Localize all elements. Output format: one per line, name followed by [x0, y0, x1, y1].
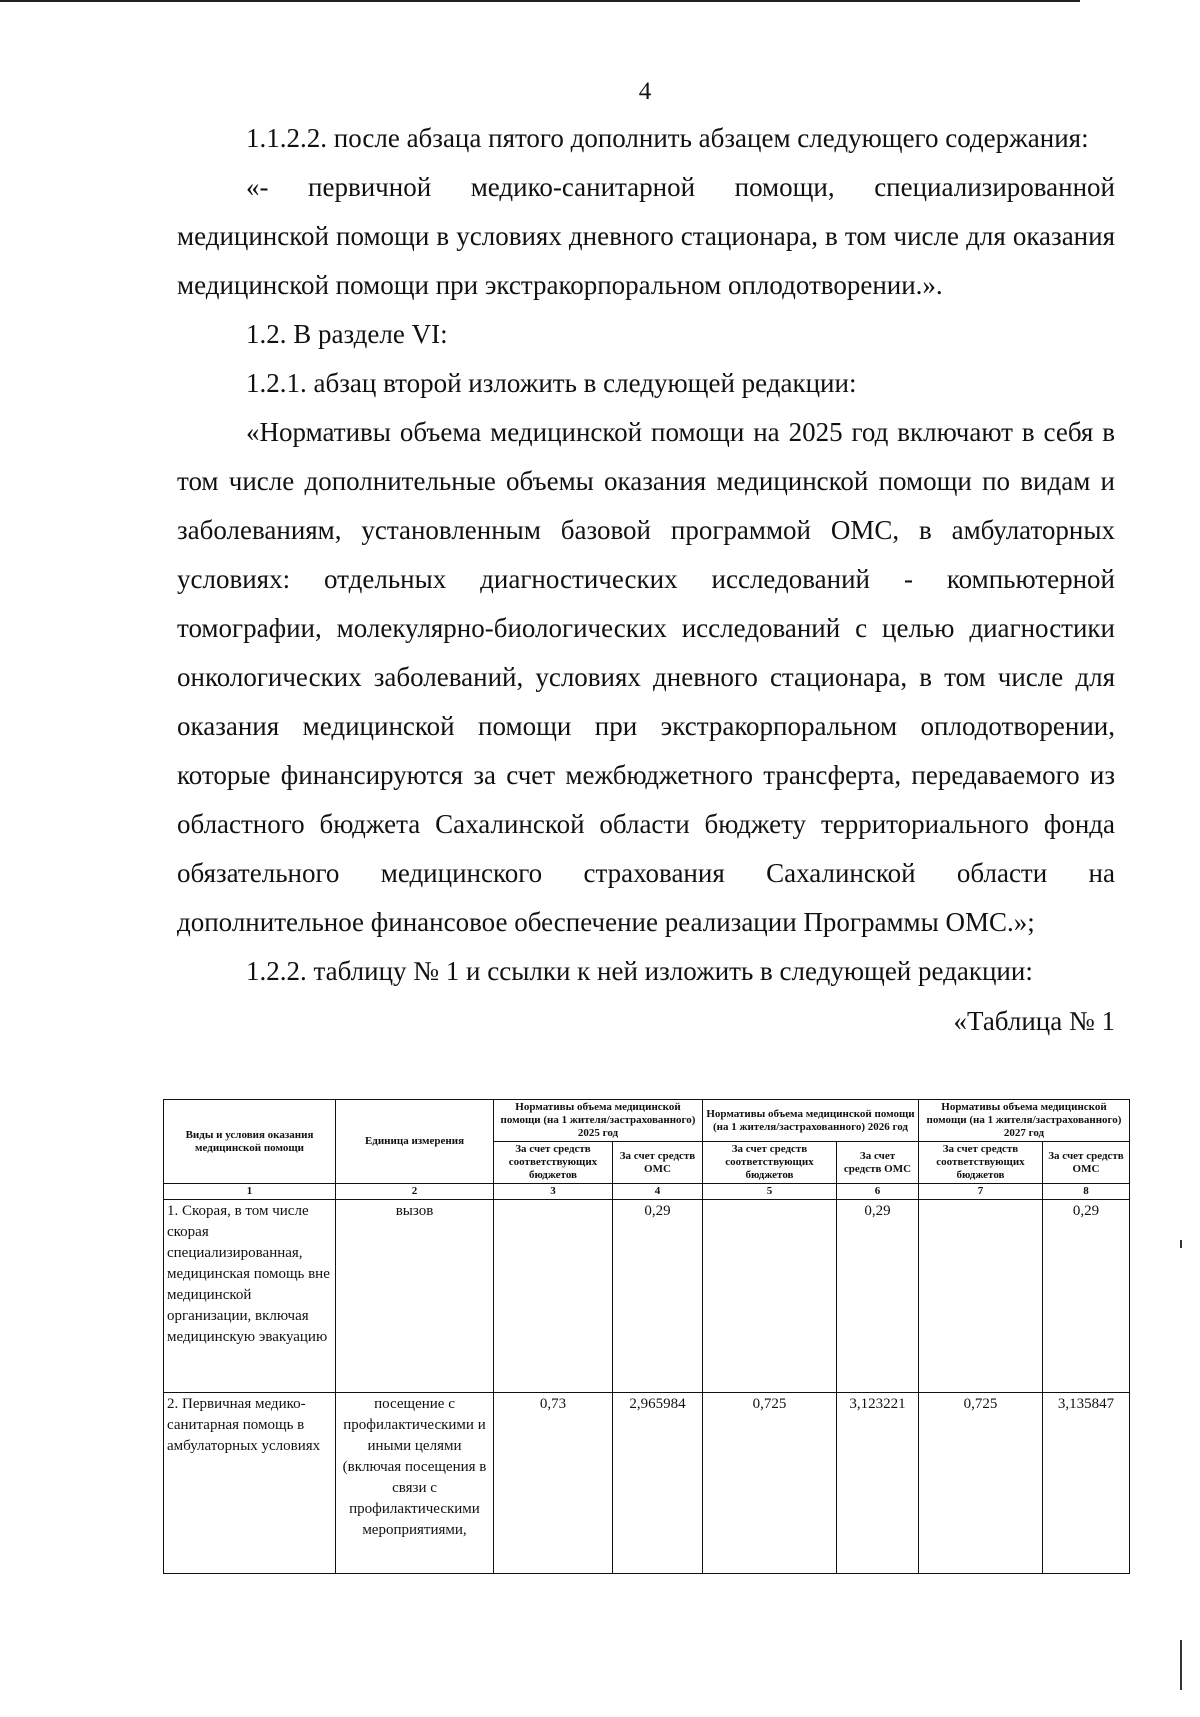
column-number: 6 — [837, 1184, 919, 1200]
table-row — [164, 1393, 1130, 1574]
row-oms-2027: 3,135847 — [1043, 1393, 1130, 1574]
column-number-row — [164, 1184, 1130, 1200]
row-budget-2027 — [919, 1200, 1043, 1393]
paragraph-1-2-2: 1.2.2. таблицу № 1 и ссылки к ней изложить в следующей редакции: — [246, 956, 1033, 986]
header-budget-2027: За счет средств соответствующих бюджетов — [919, 1142, 1043, 1184]
header-2025: Нормативы объема медицинской помощи (на 1 жителя/застрахованного) 2025 год — [494, 1100, 703, 1142]
header-oms-2025: За счет средств ОМС — [613, 1142, 703, 1184]
header-unit: Единица измерения — [336, 1100, 494, 1184]
row-budget-2026: 0,725 — [703, 1393, 837, 1574]
paragraph-section-vi: 1.2. В разделе VI: — [246, 319, 448, 349]
row-kind: 2. Первичная медико-санитарная помощь в амбулаторных условиях — [164, 1393, 336, 1574]
column-number: 8 — [1043, 1184, 1130, 1200]
column-number: 2 — [336, 1184, 494, 1200]
header-2027: Нормативы объема медицинской помощи (на 1 жителя/застрахованного) 2027 год — [919, 1100, 1130, 1142]
column-number: 3 — [494, 1184, 613, 1200]
top-rule — [0, 0, 1080, 2]
header-2026: Нормативы объема медицинской помощи (на 1 жителя/застрахованного) 2026 год — [703, 1100, 919, 1142]
row-budget-2027: 0,725 — [919, 1393, 1043, 1574]
header-kind: Виды и условия оказания медицинской помощи — [164, 1100, 336, 1184]
row-oms-2025: 0,29 — [613, 1200, 703, 1393]
header-oms-2026: За счет средств ОМС — [837, 1142, 919, 1184]
column-number: 7 — [919, 1184, 1043, 1200]
row-unit: вызов — [336, 1200, 494, 1393]
document-body — [177, 114, 1115, 1046]
table-title: «Таблица № 1 — [953, 1006, 1115, 1036]
row-oms-2026: 0,29 — [837, 1200, 919, 1393]
paragraph-norms-2025: «Нормативы объема медицинской помощи на 2025 год включают в себя в том числе дополнительные объемы оказания медицинской помощи по видам и заболеваниям, установленным базовой программой ОМС, в амбулаторных условиях: отдельных диагностических исследований - компьютерной томографии, молекулярно-биологических исследований с целью диагностики онкологических заболеваний, условиях дневного стационара, в том числе для оказания медицинской помощи при экстракорпоральном оплодотворении, которые финансируются за счет межбюджетного трансферта, передаваемого из областного бюджета Сахалинской области бюджету территориального фонда обязательного медицинского страхования Сахалинской области на дополнительное финансовое обеспечение реализации Программы ОМС.»; — [177, 417, 1115, 937]
paragraph-quote-primary-care: «- первичной медико-санитарной помощи, специализированной медицинской помощи в условиях дневного стационара, в том числе для оказания медицинской помощи при экстракорпоральном оплодотворении.». — [177, 172, 1115, 300]
norms-table — [163, 1099, 1130, 1574]
column-number: 5 — [703, 1184, 837, 1200]
row-oms-2025: 2,965984 — [613, 1393, 703, 1574]
row-budget-2025 — [494, 1200, 613, 1393]
header-oms-2027: За счет средств ОМС — [1043, 1142, 1130, 1184]
row-oms-2027: 0,29 — [1043, 1200, 1130, 1393]
row-kind: 1. Скорая, в том числе скорая специализированная, медицинская помощь вне медицинской организации, включая медицинскую эвакуацию — [164, 1200, 336, 1393]
table-header-row-1 — [164, 1100, 1130, 1142]
paragraph-1-2-1: 1.2.1. абзац второй изложить в следующей редакции: — [246, 368, 857, 398]
column-number: 1 — [164, 1184, 336, 1200]
header-budget-2026: За счет средств соответствующих бюджетов — [703, 1142, 837, 1184]
row-budget-2026 — [703, 1200, 837, 1393]
row-budget-2025: 0,73 — [494, 1393, 613, 1574]
header-budget-2025: За счет средств соответствующих бюджетов — [494, 1142, 613, 1184]
scan-mark — [1180, 1240, 1182, 1248]
row-unit: посещение с профилактическими и иными целями (включая посещения в связи с профилактическими мероприятиями, — [336, 1393, 494, 1574]
paragraph-1-1-2-2: 1.1.2.2. после абзаца пятого дополнить абзацем следующего содержания: — [246, 123, 1089, 153]
scan-mark — [1180, 1640, 1182, 1690]
column-number: 4 — [613, 1184, 703, 1200]
table-row — [164, 1200, 1130, 1393]
row-oms-2026: 3,123221 — [837, 1393, 919, 1574]
page-number: 4 — [638, 78, 652, 105]
